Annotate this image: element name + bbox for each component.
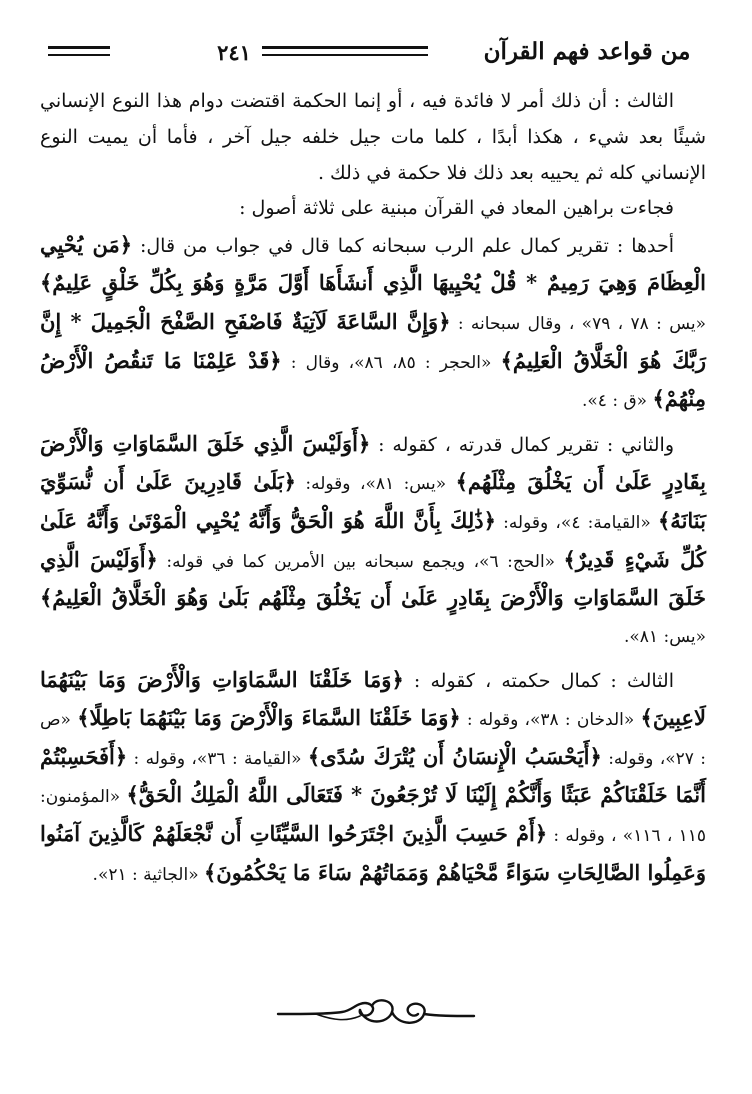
quran-verse: ﴿وَإِنَّ السَّاعَةَ لَآتِيَةٌ فَاصْفَحِ الصَّفْحَ الْجَمِيلَ * إِنَّ رَبَّكَ هُوَ الْخَلَّاقُ الْعَلِيمُ﴾ — [40, 308, 706, 373]
quran-verse: ﴿ذَٰلِكَ بِأَنَّ اللَّهَ هُوَ الْحَقُّ وَأَنَّهُ يُحْيِي الْمَوْتَىٰ وَأَنَّهُ عَلَىٰ كُلِّ شَيْءٍ قَدِيرٌ﴾ — [40, 507, 706, 572]
paragraph-text: الثالث : كمال حكمته ، كقوله : — [403, 669, 675, 692]
quran-verse: ﴿أَوَلَيْسَ الَّذِي خَلَقَ السَّمَاوَاتِ وَالْأَرْضَ بِقَادِرٍ عَلَىٰ أَن يَخْلُقَ مِثْلَهُم﴾ — [40, 431, 706, 494]
verse-reference: «ق : ٤». — [581, 391, 653, 412]
paragraph-text: أحدها : تقرير كمال علم الرب سبحانه كما قال في جواب من قال: — [132, 235, 675, 258]
verse-reference: «ص : ٢٧»، وقوله: — [40, 709, 706, 769]
verse-reference: «القيامة : ٣٦»، وقوله : — [127, 748, 308, 769]
paragraph-text: الثالث : أن ذلك أمر لا فائدة فيه ، أو إنما الحكمة اقتضت دوام هذا النوع الإنساني شيئًا بعد شيء ، هكذا أبدًا ، كلما مات جيل خلفه جيل آخر ، فأما أن يميت النوع الإنساني كله ثم يحييه بعد ذلك فلا حكمة في ذلك . — [40, 90, 706, 184]
verse-reference: «الجاثية : ٢١». — [92, 864, 204, 885]
quran-verse: ﴿قَدْ عَلِمْنَا مَا تَنقُصُ الْأَرْضُ مِنْهُمْ﴾ — [40, 347, 706, 412]
verse-reference: «الحج: ٦»، ويجمع سبحانه بين الأمرين كما في قوله: — [157, 551, 564, 572]
paragraph-three-principles — [40, 191, 706, 227]
quran-verse: ﴿أَيَحْسَبُ الْإِنسَانُ أَن يُتْرَكَ سُدًى﴾ — [307, 743, 602, 769]
page-number: ٢٤١ — [217, 40, 251, 65]
header-rule-left-bottom — [48, 54, 110, 56]
header-rule-mid-bottom — [262, 54, 428, 56]
quran-verse: ﴿أَفَحَسِبْتُمْ أَنَّمَا خَلَقْنَاكُمْ عَبَثًا وَأَنَّكُمْ إِلَيْنَا لَا تُرْجَعُونَ * فَتَعَالَى اللَّهُ الْمَلِكُ الْحَقُّ﴾ — [40, 743, 706, 808]
paragraph-third-principle — [40, 662, 706, 894]
paragraph-text: والثاني : تقرير كمال قدرته ، كقوله : — [370, 434, 674, 457]
quran-verse: ﴿بَلَىٰ قَادِرِينَ عَلَىٰ أَن نُّسَوِّيَ بَنَانَهُ﴾ — [40, 468, 706, 533]
paragraph-third-objection — [40, 84, 706, 191]
page-header — [44, 34, 708, 74]
quran-verse: ﴿مَن يُحْيِي الْعِظَامَ وَهِيَ رَمِيمٌ * قُلْ يُحْيِيهَا الَّذِي أَنشَأَهَا أَوَّلَ مَرَّةٍ وَهُوَ بِكُلِّ خَلْقٍ عَلِيمٌ﴾ — [40, 232, 706, 295]
verse-reference: «الحجر : ٨٥، ٨٦»، وقال : — [281, 352, 501, 373]
header-rule-mid-top — [262, 46, 428, 49]
verse-reference: «يس: ٨١». — [623, 627, 706, 648]
quran-verse: ﴿وَمَا خَلَقْنَا السَّمَاوَاتِ وَالْأَرْضَ وَمَا بَيْنَهُمَا لَاعِبِينَ﴾ — [40, 666, 707, 730]
quran-verse: ﴿وَمَا خَلَقْنَا السَّمَاءَ وَالْأَرْضَ وَمَا بَيْنَهُمَا بَاطِلًا﴾ — [77, 704, 461, 730]
verse-reference: «الدخان : ٣٨»، وقوله : — [460, 709, 641, 730]
verse-reference: «يس: ٨١»، وقوله: — [295, 473, 456, 494]
verse-reference: «يس : ٧٨ ، ٧٩» ، وقال سبحانه : — [450, 313, 706, 334]
paragraph-first-principle — [40, 227, 706, 420]
quran-verse: ﴿أَوَلَيْسَ الَّذِي خَلَقَ السَّمَاوَاتِ وَالْأَرْضَ بِقَادِرٍ عَلَىٰ أَن يَخْلُقَ مِثْلَهُم بَلَىٰ وَهُوَ الْخَلَّاقُ الْعَلِيمُ﴾ — [40, 546, 706, 611]
paragraph-text: فجاءت براهين المعاد في القرآن مبنية على ثلاثة أصول : — [239, 197, 674, 220]
page-body — [40, 84, 706, 894]
header-rule-left-top — [48, 46, 110, 49]
quran-verse: ﴿أَمْ حَسِبَ الَّذِينَ اجْتَرَحُوا السَّيِّئَاتِ أَن نَّجْعَلَهُمْ كَالَّذِينَ آمَنُوا وَعَمِلُوا الصَّالِحَاتِ سَوَاءً مَّحْيَاهُمْ وَمَمَاتُهُمْ سَاءَ مَا يَحْكُمُونَ﴾ — [40, 821, 706, 885]
verse-reference: «المؤمنون: ١١٥ ، ١١٦» ، وقوله : — [40, 787, 706, 847]
verse-reference: «القيامة: ٤»، وقوله: — [495, 512, 658, 533]
end-ornament-icon — [276, 990, 476, 1034]
page-title: من قواعد فهم القرآن — [483, 38, 691, 65]
paragraph-second-principle — [40, 426, 706, 656]
